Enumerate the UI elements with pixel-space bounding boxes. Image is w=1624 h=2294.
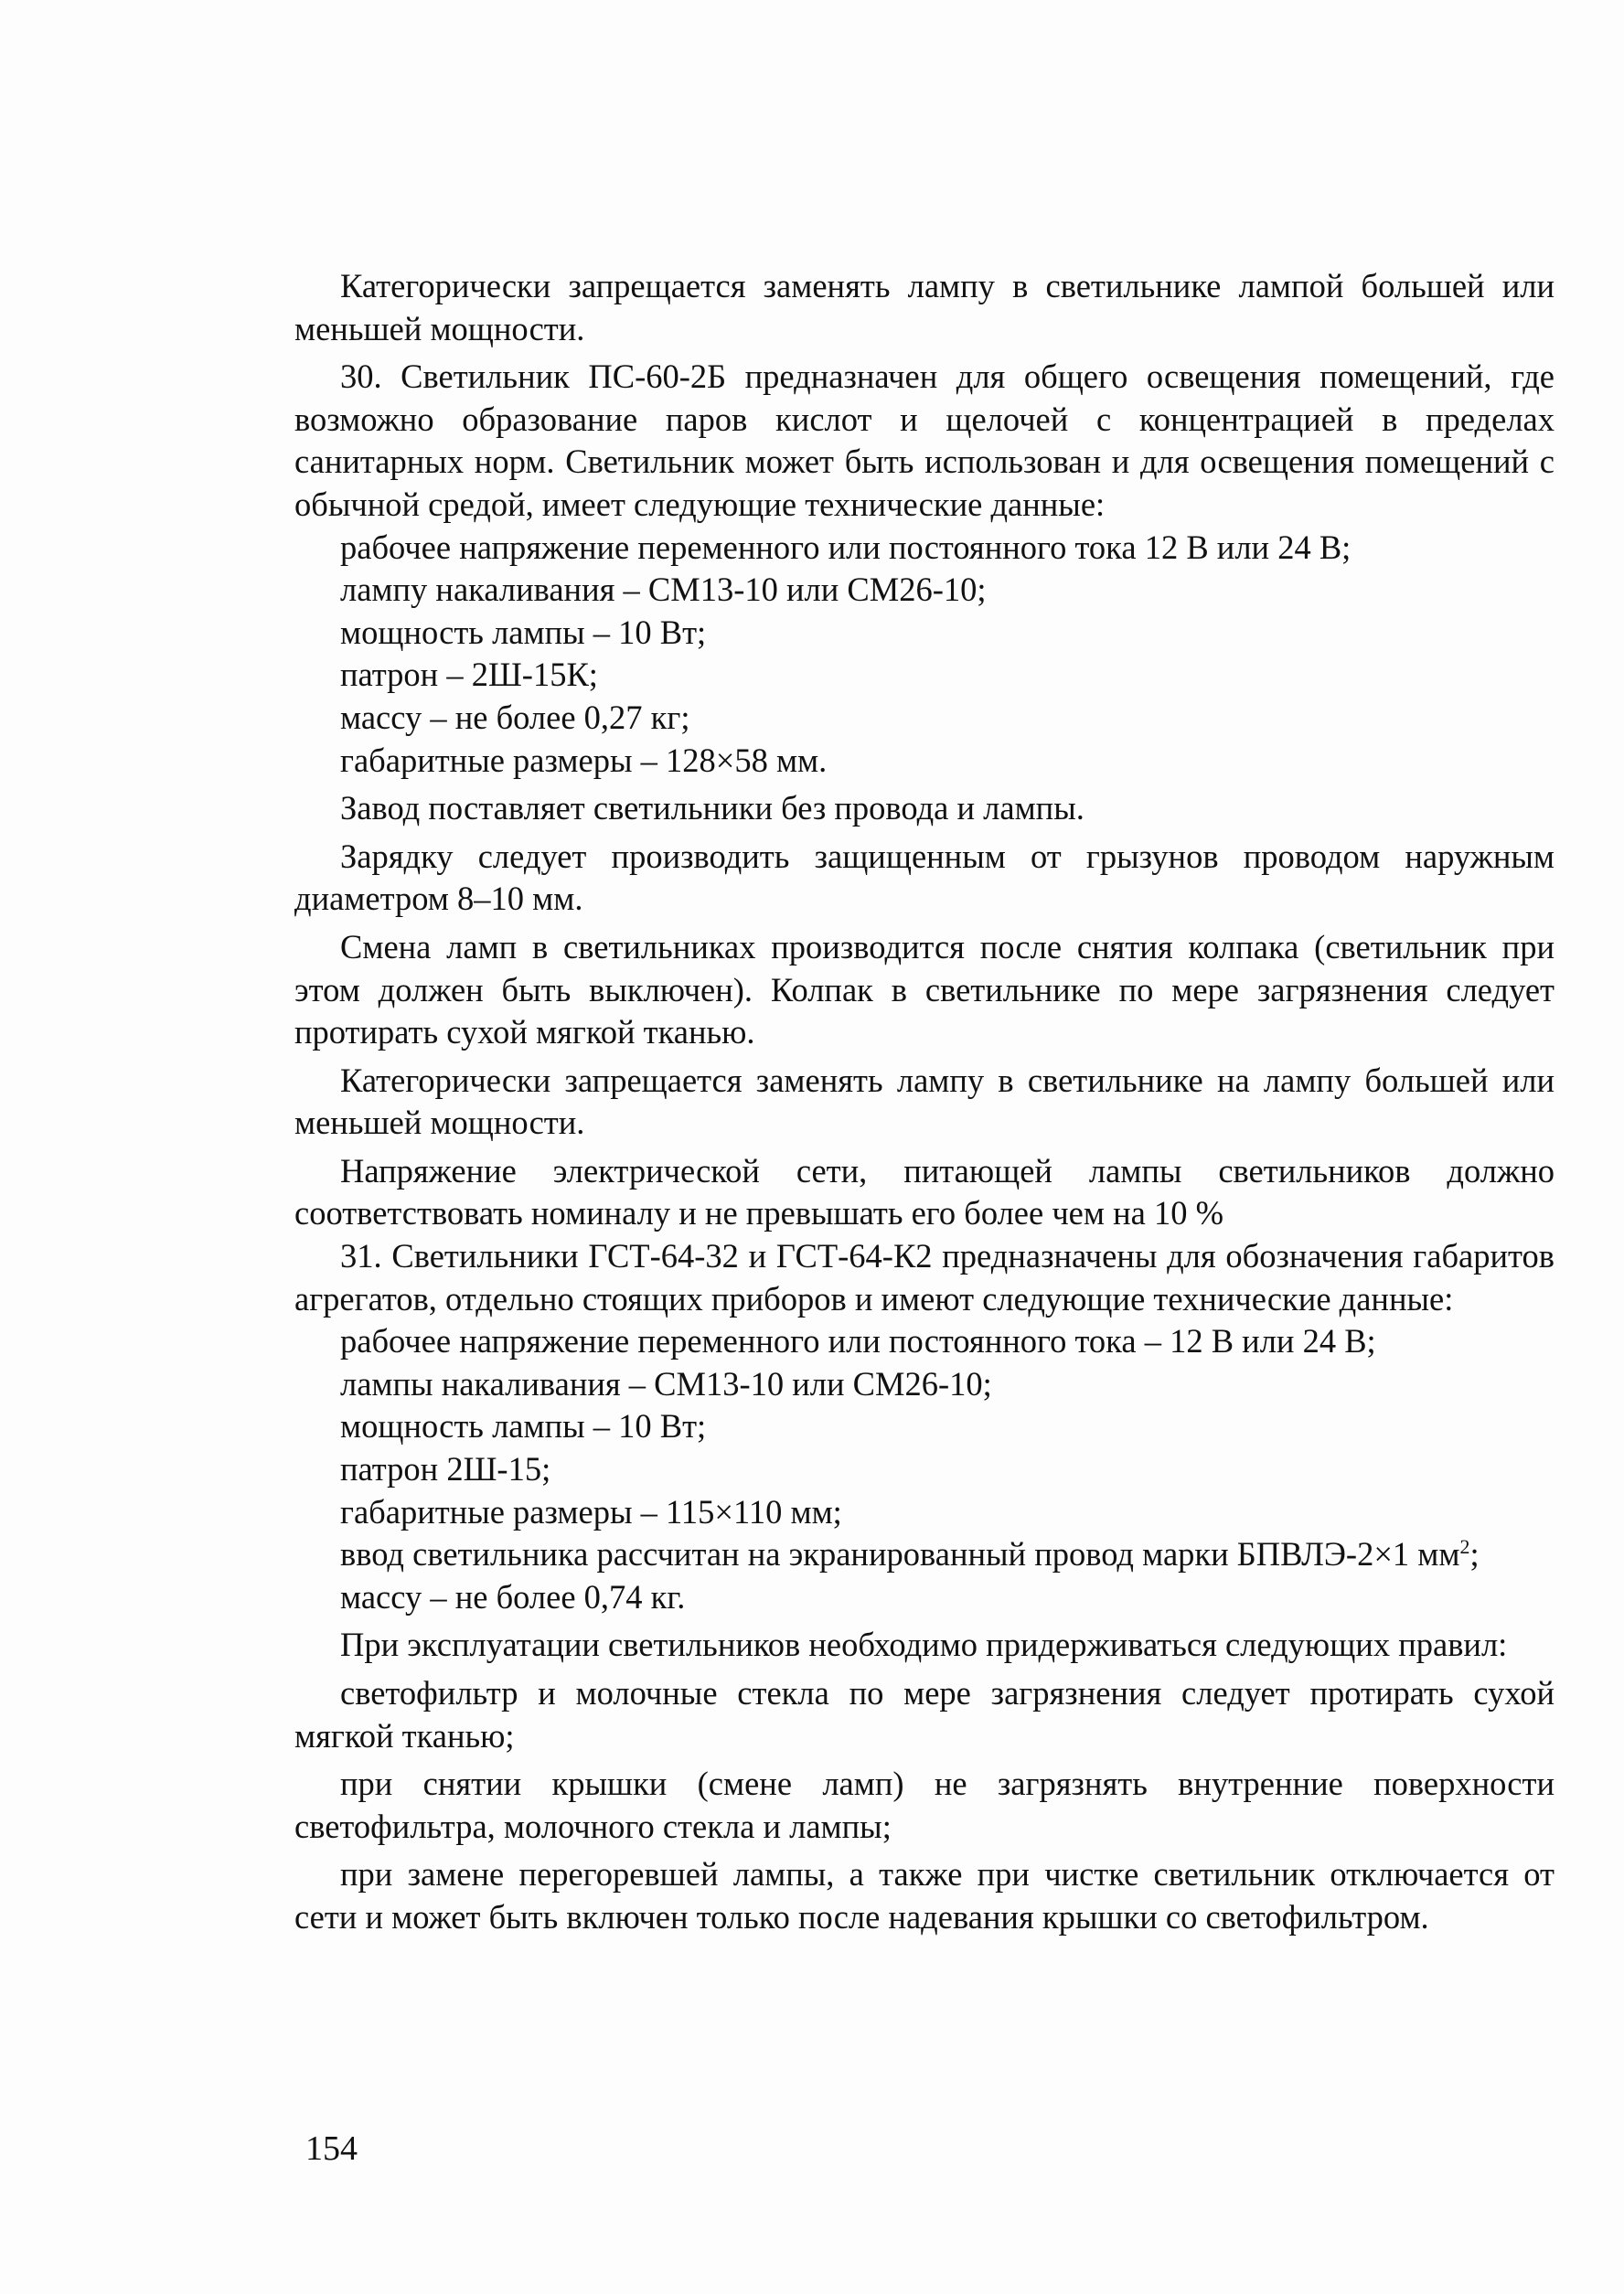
spec-31-wire <box>294 1533 1555 1576</box>
spec-31-socket: патрон 2Ш-15; <box>340 1450 551 1488</box>
paragraph-factory-supply: Завод поставляет светильники без провода и лампы. <box>340 789 1084 827</box>
spec-30-power: мощность лампы – 10 Вт; <box>340 613 707 651</box>
spec-30-voltage: рабочее напряжение переменного или постоянного тока 12 В или 24 В; <box>340 528 1352 566</box>
spec-31-wire-text: ввод светильника рассчитан на экранированный провод марки БПВЛЭ-2×1 мм <box>340 1535 1460 1574</box>
paragraph-lamp-warning: Категорически запрещается заменять лампу в светильнике лампой большей или меньшей мощности. <box>294 267 1555 347</box>
paragraph-item-31: 31. Светильники ГСТ-64-32 и ГСТ-64-К2 предназначены для обозначения габаритов агрегатов, отдельно стоящих приборов и имеют следующие технические данные: <box>294 1237 1555 1318</box>
spec-31-voltage: рабочее напряжение переменного или постоянного тока – 12 В или 24 В; <box>340 1322 1376 1360</box>
paragraph-voltage: Напряжение электрической сети, питающей лампы светильников должно соответствовать номиналу и не превышать его более чем на 10 % <box>294 1151 1555 1232</box>
spec-30-socket: патрон – 2Ш-15К; <box>340 656 598 694</box>
paragraph-operation-rules: При эксплуатации светильников необходимо придерживаться следующих правил: <box>340 1626 1508 1664</box>
spec-30-mass: массу – не более 0,27 кг; <box>340 698 690 736</box>
paragraph-lamp-change: Смена ламп в светильниках производится после снятия колпака (светильник при этом должен быть выключен). Колпак в светильнике по мере загрязнения следует протирать сухой мягкой тканью. <box>294 927 1555 1051</box>
rule-cleaning: светофильтр и молочные стекла по мере загрязнения следует протирать сухой мягкой тканью; <box>294 1674 1555 1755</box>
spec-31-wire-superscript: 2 <box>1459 1535 1470 1559</box>
spec-31-dimensions: габаритные размеры – 115×110 мм; <box>340 1492 842 1531</box>
body-text <box>294 265 1555 1939</box>
spec-31-lamp: лампы накаливания – СМ13-10 или СМ26-10; <box>340 1364 992 1403</box>
paragraph-wiring: Зарядку следует производить защищенным от грызунов проводом наружным диаметром 8–10 мм. <box>294 837 1555 918</box>
rule-cover: при снятии крышки (смене ламп) не загрязнять внутренние поверхности светофильтра, молочного стекла и лампы; <box>294 1765 1555 1845</box>
spec-31-power: мощность лампы – 10 Вт; <box>340 1407 707 1446</box>
spec-31-wire-end: ; <box>1469 1535 1480 1574</box>
spec-30-lamp: лампу накаливания – СМ13-10 или СМ26-10; <box>340 571 987 609</box>
page-number: 154 <box>305 2129 358 2168</box>
rule-replacement: при замене перегоревшей лампы, а также при чистке светильник отключается от сети и может быть включен только после надевания крышки со светофильтром. <box>294 1855 1555 1936</box>
paragraph-item-30: 30. Светильник ПС-60-2Б предназначен для общего освещения помещений, где возможно образование паров кислот и щелочей с концентрацией в пределах санитарных норм. Светильник может быть использован и для освещения помещений с обычной средой, имеет следующие технические данные: <box>294 357 1555 523</box>
spec-30-dimensions: габаритные размеры – 128×58 мм. <box>340 741 828 779</box>
paragraph-lamp-warning-2: Категорически запрещается заменять лампу в светильнике на лампу большей или меньшей мощности. <box>294 1061 1555 1142</box>
spec-31-mass: массу – не более 0,74 кг. <box>340 1577 686 1616</box>
